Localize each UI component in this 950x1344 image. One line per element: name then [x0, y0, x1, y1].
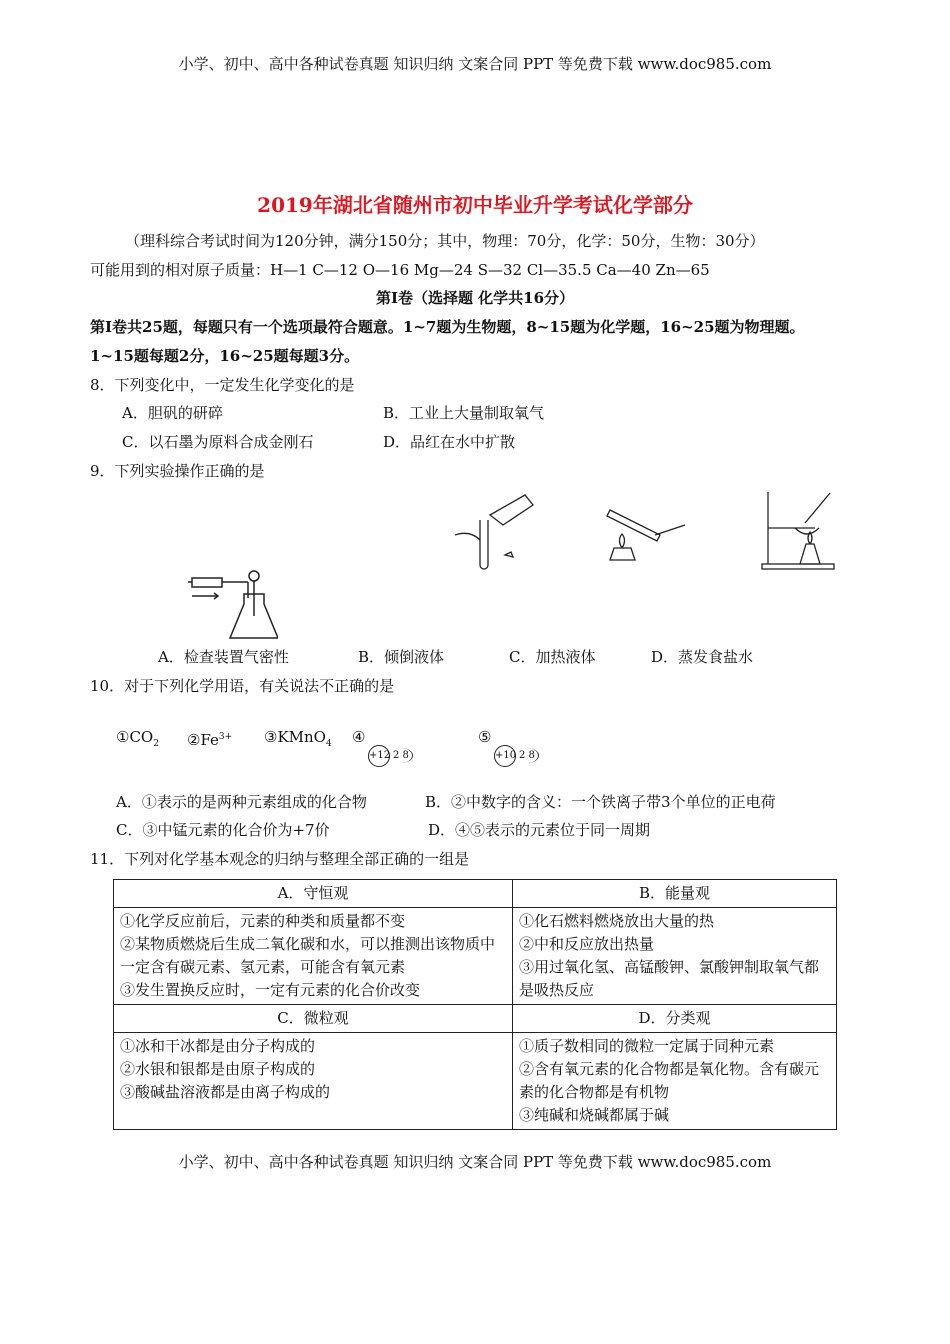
section-title: 第Ⅰ卷（选择题 化学共16分） — [375, 289, 575, 307]
page-title: 2019年湖北省随州市初中毕业升学考试化学部分 — [257, 193, 693, 217]
heat-liquid-figure — [600, 490, 700, 570]
q10-option-b: B．②中数字的含义：一个铁离子带3个单位的正电荷 — [425, 793, 776, 811]
option-a-body: ①化学反应前后，元素的种类和质量都不变 ②某物质燃烧后生成二氧化碳和水，可以推测出该物质中一定含有碳元素、氢元素，可能含有氧元素 ③发生置换反应时，一定有元素的化合价改变 — [114, 908, 513, 1005]
page-header: 小学、初中、高中各种试卷真题 知识归纳 文案合同 PPT 等免费下载 www.doc985.com — [178, 55, 772, 73]
pour-liquid-figure — [450, 490, 540, 570]
q9-stem: 9．下列实验操作正确的是 — [90, 462, 265, 480]
airtightness-check-figure — [188, 568, 278, 644]
q9-option-b: B．倾倒液体 — [358, 648, 445, 666]
q8-option-c: C．以石墨为原料合成金刚石 — [122, 433, 314, 451]
evaporate-figure — [760, 488, 840, 572]
option-d-header: D．分类观 — [513, 1005, 837, 1033]
option-b-body: ①化石燃料燃烧放出大量的热 ②中和反应放出热量 ③用过氧化氢、高锰酸钾、氯酸钾制取氧气都是吸热反应 — [513, 908, 837, 1005]
option-b-header: B．能量观 — [513, 880, 837, 908]
formula-fe3: $②Fe^{3+}$ — [187, 731, 233, 749]
q11-stem: 11．下列对化学基本观念的归纳与整理全部正确的一组是 — [90, 850, 470, 868]
label-5: ⑤ — [478, 728, 492, 746]
q10-option-a: A．①表示的是两种元素组成的化合物 — [116, 793, 367, 811]
q8-option-d: D．品红在水中扩散 — [383, 433, 516, 451]
q8-stem: 8．下列变化中，一定发生化学变化的是 — [90, 376, 355, 394]
option-a-header: A．守恒观 — [114, 880, 513, 908]
instructions-line-2: 1~15题每题2分，16~25题每题3分。 — [90, 347, 360, 365]
q8-option-b: B．工业上大量制取氧气 — [383, 404, 545, 422]
atomic-masses: 可能用到的相对原子质量：H—1 C—12 O—16 Mg—24 S—32 Cl—35.5 Ca—40 Zn—65 — [90, 261, 710, 279]
q10-stem: 10．对于下列化学用语，有关说法不正确的是 — [90, 677, 395, 695]
option-c-body: ①冰和干冰都是由分子构成的 ②水银和银都是由原子构成的 ③酸碱盐溶液都是由离子构成的 — [114, 1033, 513, 1130]
q9-option-c: C．加热液体 — [509, 648, 596, 666]
option-c-header: C．微粒观 — [114, 1005, 513, 1033]
option-d-body: ①质子数相同的微粒一定属于同种元素 ②含有氧元素的化合物都是氧化物。含有碳元素的化合物都是有机物 ③纯碱和烧碱都属于碱 — [513, 1033, 837, 1130]
instructions-line-1: 第Ⅰ卷共25题，每题只有一个选项最符合题意。1~7题为生物题，8~15题为化学题，16~25题为物理题。 — [90, 318, 805, 336]
atom-structure-4: +12 2 8 — [368, 745, 413, 767]
q8-option-a: A．胆矾的研碎 — [122, 404, 223, 422]
q11-options-table — [113, 879, 837, 1130]
formula-co2: $①CO_2$ — [116, 728, 159, 749]
q10-option-c: C．③中锰元素的化合价为+7价 — [116, 821, 330, 839]
q10-option-d: D．④⑤表示的元素位于同一周期 — [428, 821, 651, 839]
label-4: ④ — [352, 728, 366, 746]
q9-option-a: A．检查装置气密性 — [158, 648, 289, 666]
subtitle: （理科综合考试时间为120分钟，满分150分；其中，物理：70分，化学：50分，生物：30分） — [125, 232, 765, 250]
page-footer: 小学、初中、高中各种试卷真题 知识归纳 文案合同 PPT 等免费下载 www.doc985.com — [178, 1153, 772, 1171]
formula-kmno4: ③KMnO$_4$ — [264, 728, 332, 749]
atom-structure-5: +10 2 8 — [494, 745, 539, 767]
q9-option-d: D．蒸发食盐水 — [651, 648, 754, 666]
